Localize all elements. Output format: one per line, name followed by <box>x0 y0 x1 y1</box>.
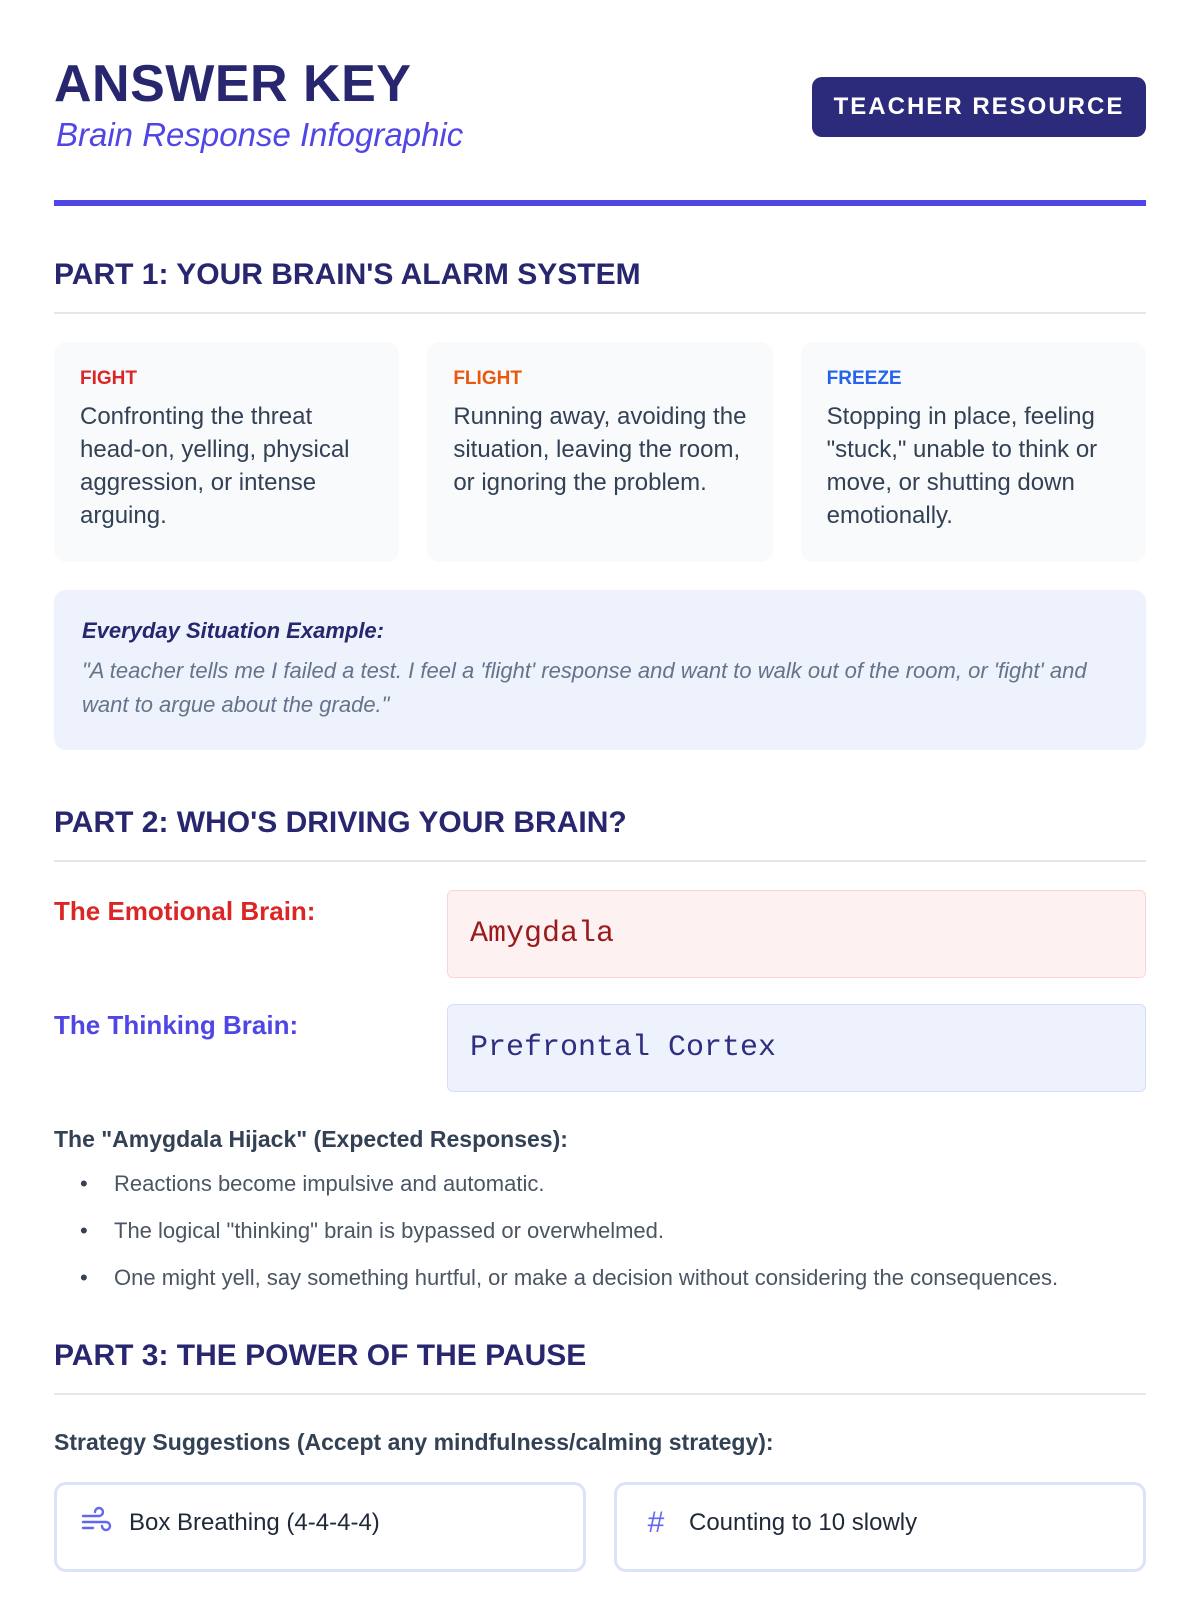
flight-label: FLIGHT <box>453 368 522 389</box>
part-3-title: PART 3: THE POWER OF THE PAUSE <box>54 1339 1146 1395</box>
part-1-section <box>54 258 1146 750</box>
response-cards <box>54 342 1146 562</box>
header-divider <box>54 200 1146 206</box>
freeze-label: FREEZE <box>826 368 902 389</box>
strategy-card-counting <box>614 1482 1146 1572</box>
emotional-brain-row <box>54 890 1146 978</box>
part-1-title: PART 1: YOUR BRAIN'S ALARM SYSTEM <box>54 258 1146 314</box>
fight-label: FIGHT <box>80 368 137 389</box>
page-subtitle: Brain Response Infographic <box>56 116 464 153</box>
part-2-section <box>54 806 1146 1295</box>
list-item: • One might yell, say something hurtful, or make a decision without considering the consequences. <box>80 1261 1146 1295</box>
strategy-title: Strategy Suggestions (Accept any mindfulness/calming strategy): <box>54 1429 774 1455</box>
strategy-card-breathing <box>54 1482 586 1572</box>
part-3-section <box>54 1339 1146 1572</box>
strategy-label: Counting to 10 slowly <box>689 1509 918 1536</box>
strategy-label: Box Breathing (4-4-4-4) <box>129 1509 380 1536</box>
wind-icon <box>79 1505 113 1546</box>
list-item: • The logical "thinking" brain is bypassed or overwhelmed. <box>80 1214 1146 1248</box>
emotional-brain-label: The Emotional Brain: <box>54 896 316 926</box>
hijack-title: The "Amygdala Hijack" (Expected Responses): <box>54 1126 568 1152</box>
freeze-card <box>801 342 1146 562</box>
thinking-brain-label: The Thinking Brain: <box>54 1010 299 1040</box>
hash-icon: # <box>647 1506 665 1539</box>
fight-description: Confronting the threat head-on, yelling, physical aggression, or intense arguing. <box>80 403 350 529</box>
strategy-cards <box>54 1482 1146 1572</box>
hijack-list <box>54 1167 1146 1295</box>
flight-description: Running away, avoiding the situation, leaving the room, or ignoring the problem. <box>453 403 747 496</box>
flight-card <box>427 342 772 562</box>
emotional-brain-answer: Amygdala <box>447 890 1146 978</box>
thinking-brain-row <box>54 1004 1146 1092</box>
list-item: • Reactions become impulsive and automatic. <box>80 1167 1146 1201</box>
example-label: Everyday Situation Example: <box>82 618 384 643</box>
thinking-brain-answer: Prefrontal Cortex <box>447 1004 1146 1092</box>
page-title: ANSWER KEY <box>54 55 412 113</box>
everyday-example-box <box>54 590 1146 750</box>
header <box>54 0 1146 208</box>
example-quote: "A teacher tells me I failed a test. I feel a 'flight' response and want to walk out of the room, or 'fight' and want to argue about the grade." <box>82 658 1087 717</box>
freeze-description: Stopping in place, feeling "stuck," unable to think or move, or shutting down emotionally. <box>826 403 1098 529</box>
part-2-title: PART 2: WHO'S DRIVING YOUR BRAIN? <box>54 806 1146 862</box>
teacher-resource-badge: TEACHER RESOURCE <box>812 77 1146 137</box>
fight-card <box>54 342 399 562</box>
